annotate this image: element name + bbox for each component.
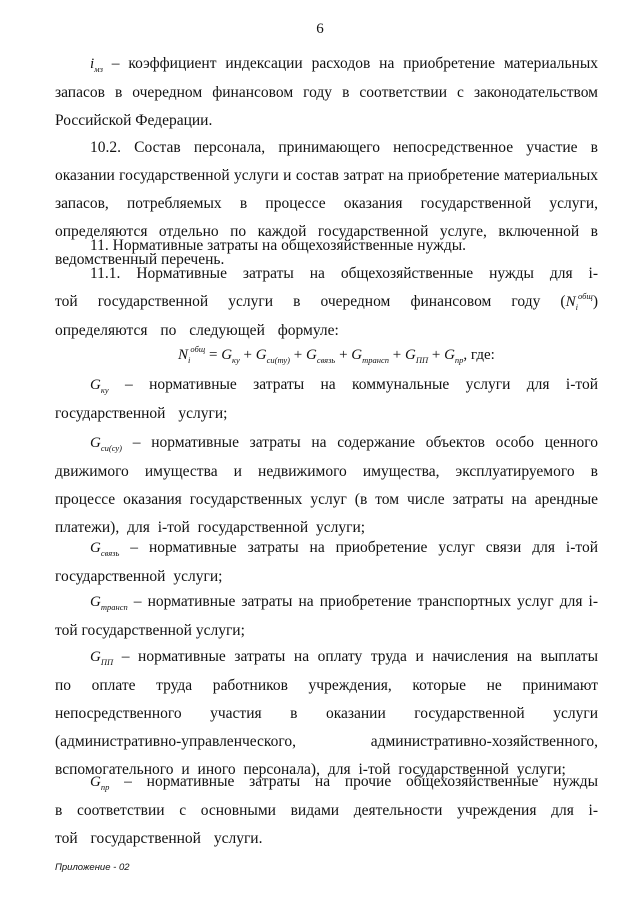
paragraph-10-2: 10.2. Состав персонала, принимающего непосредственное участие в оказании государственной услуги и состав затрат на приобретение материальных запасов, потребляемых в процессе оказания государственной услуги, определяются отдельно по каждой государственной услуге, включенной в ведомственный перечень. [55, 139, 598, 268]
definition-gtransp [55, 588, 598, 645]
definition-symbol: G [90, 649, 101, 665]
definition-subscript: пр [100, 782, 110, 792]
definition-subscript: ПП [100, 657, 114, 667]
definition-symbol: G [90, 435, 101, 451]
formula-term-sub: си(ту) [266, 355, 290, 365]
definition-symbol: G [90, 377, 101, 393]
definition-gpp [55, 643, 598, 784]
definition-text: – нормативные затраты на приобретение услуг связи для i-той государственной услуги; [55, 539, 598, 585]
definition-text: – нормативные затраты на приобретение транспортных услуг для i-той государственной услуги; [55, 593, 598, 639]
definition-gku [55, 371, 598, 428]
definition-text: – нормативные затраты на содержание объектов особо ценного движимого имущества и недвижимого имущества, эксплуатируемого в процессе оказания государственных услуг (в том числе затраты на арендные платежи), для i-той государственной услуги; [55, 434, 598, 536]
definition-gsvyaz [55, 534, 598, 591]
paragraph-text: 11.1. Нормативные затраты на общехозяйственные нужды для i-той государственной услуги в очередном финансовом году ( [55, 265, 598, 310]
page-number: 6 [316, 21, 324, 37]
definition-symbol: G [90, 540, 101, 556]
footer-label: Приложение - 02 [55, 862, 130, 873]
symbol-superscript: общ [577, 291, 593, 301]
formula-plus: + [428, 347, 445, 363]
formula-plus: + [290, 347, 306, 363]
formula-plus: + [239, 347, 256, 363]
definition-gpr [55, 768, 598, 853]
formula-term-sub: ку [232, 355, 240, 365]
formula-plus: + [389, 347, 405, 363]
symbol-subscript: мз [94, 64, 103, 74]
symbol-i: i [90, 56, 95, 72]
paragraph-text: ) определяются по следующей формуле: [55, 293, 598, 339]
formula [178, 344, 598, 367]
definition-text: – нормативные затраты на коммунальные услуги для i-той государственной услуги; [55, 376, 598, 422]
paragraph-text: – коэффициент индексации расходов на приобретение материальных запасов в очередном финансовом году в соответствии с законодательством Российской Федерации. [55, 55, 598, 129]
formula-lhs: N [178, 347, 189, 363]
definition-subscript: си(су) [100, 443, 123, 453]
paragraph-11-1 [55, 260, 598, 345]
formula-term-symbol: G [351, 347, 363, 363]
formula-term-sub: связь [316, 355, 336, 365]
definition-gsi [55, 429, 598, 542]
formula-plus: + [335, 347, 352, 363]
formula-lhs-sub: i [188, 355, 191, 365]
formula-term-symbol: G [221, 347, 233, 363]
formula-equals: = [205, 347, 222, 363]
formula-term-sub: трансп [362, 355, 390, 365]
formula-term-sub: пр [454, 355, 464, 365]
paragraph-index-coefficient [55, 50, 598, 135]
formula-tail: , где: [463, 347, 495, 363]
definition-subscript: трансп [100, 602, 128, 612]
formula-term-symbol: G [404, 347, 416, 363]
formula-lhs-sup: общ [190, 344, 206, 354]
formula-term-symbol: G [444, 347, 455, 363]
formula-term-symbol: G [255, 347, 267, 363]
definition-symbol: G [90, 774, 101, 790]
formula-term-symbol: G [305, 347, 317, 363]
definition-symbol: G [90, 594, 101, 610]
symbol-N: N [565, 294, 576, 310]
definition-subscript: связь [100, 548, 120, 558]
definition-text: – нормативные затраты на прочие общехозяйственные нужды в соответствии с основными видами деятельности учреждения для i-той государственной услуги. [55, 773, 598, 847]
formula-term-sub: ПП [415, 355, 429, 365]
paragraph-11-heading: 11. Нормативные затраты на общехозяйственные нужды. [90, 237, 467, 254]
definition-text: – нормативные затраты на оплату труда и начисления на выплаты по оплате труда работников учреждения, которые не принимают непосредственного участия в оказании государственной услуги (административно-управленческого, административно-хозяйственного, вспомогательного и иного персонала), для i-той государственной услуги; [55, 648, 598, 778]
definition-subscript: ку [100, 385, 109, 395]
symbol-subscript: i [575, 302, 578, 312]
